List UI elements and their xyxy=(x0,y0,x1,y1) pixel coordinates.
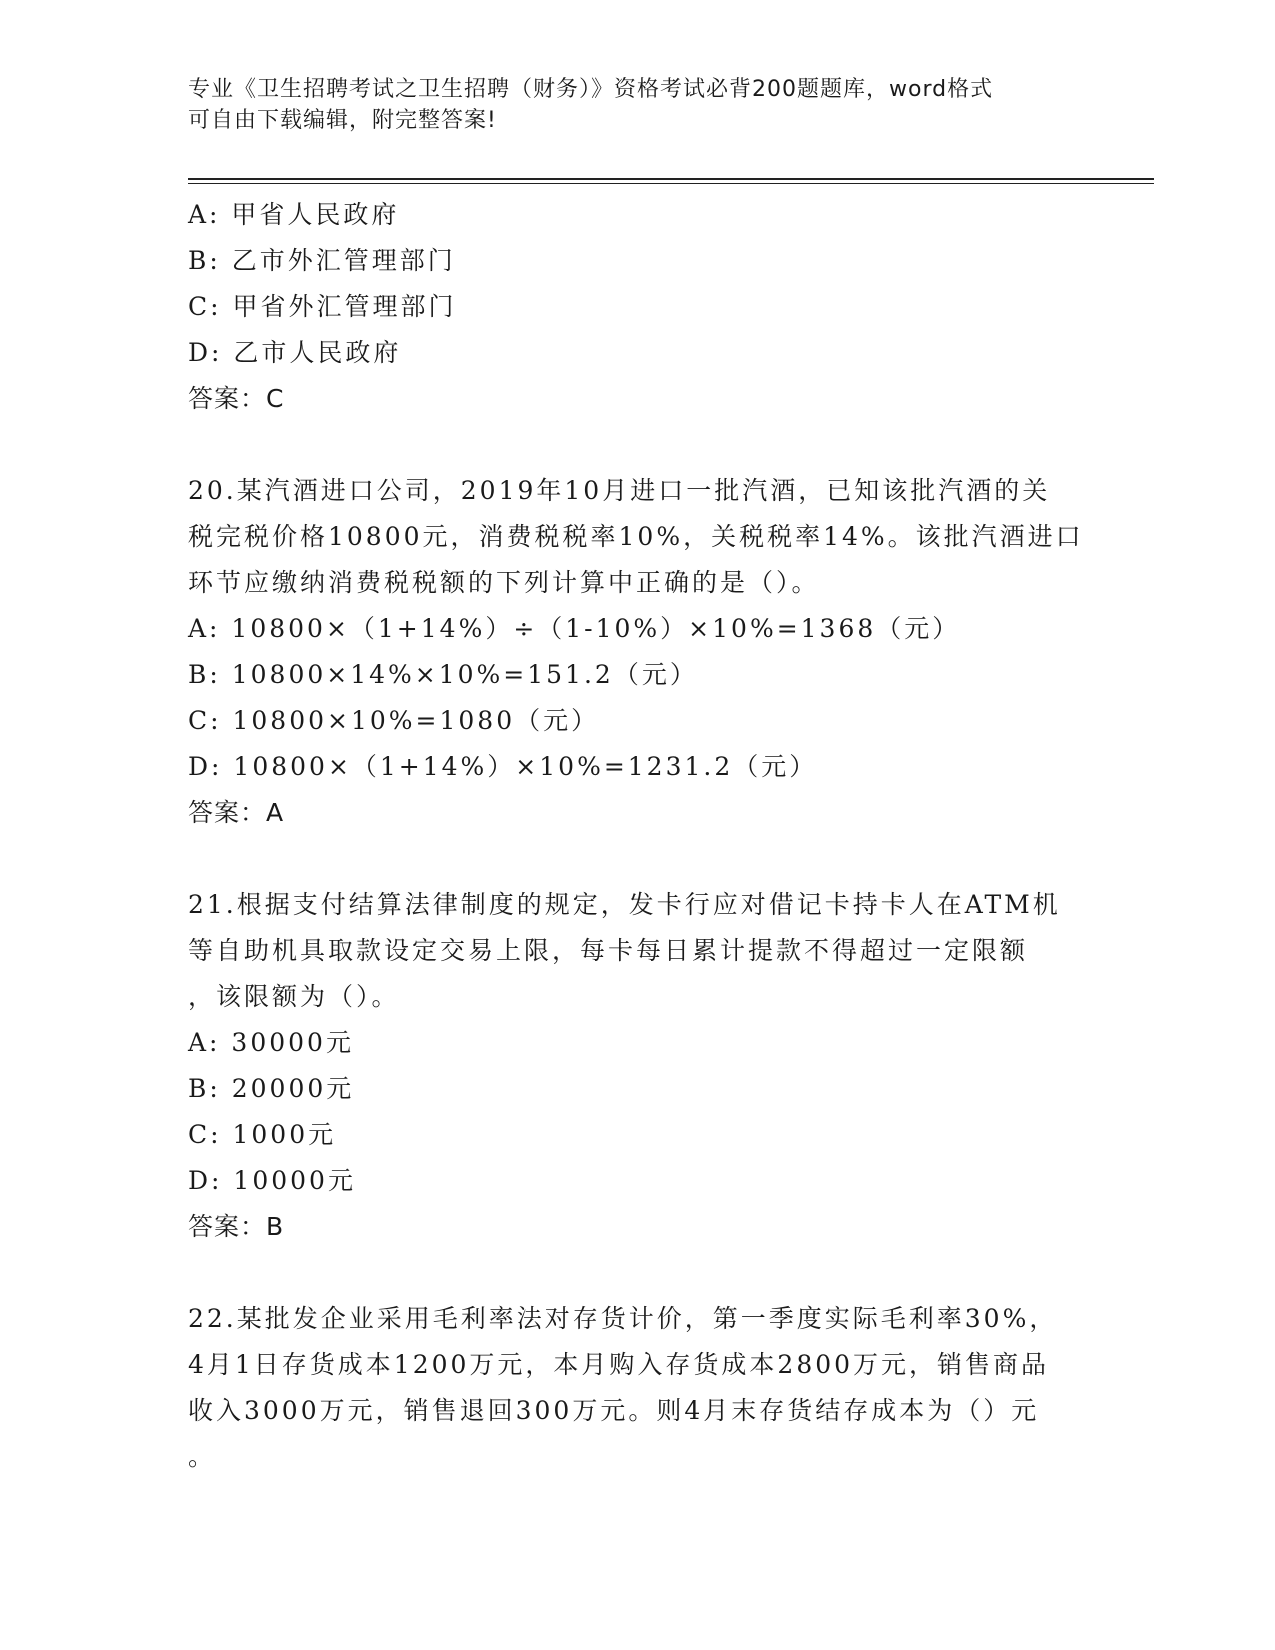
question-stem-line: 环节应缴纳消费税税额的下列计算中正确的是（）。 xyxy=(188,568,820,597)
question-stem-line: 税完税价格10800元，消费税税率10%，关税税率14%。该批汽酒进口 xyxy=(188,522,1084,551)
option-c: C: 10800×10%=1080（元） xyxy=(188,706,600,735)
header-line-1: 专业《卫生招聘考试之卫生招聘（财务）》资格考试必背200题题库，word格式 xyxy=(188,77,994,102)
option-c: C: 甲省外汇管理部门 xyxy=(188,292,457,321)
question-stem-line: 21.根据支付结算法律制度的规定，发卡行应对借记卡持卡人在ATM机 xyxy=(188,890,1061,919)
option-a: A: 甲省人民政府 xyxy=(188,200,400,229)
question-21 xyxy=(188,882,1088,1250)
question-19-tail xyxy=(188,192,1088,422)
question-stem-line: 。 xyxy=(188,1442,217,1471)
document-header xyxy=(188,74,1088,136)
option-d: D: 10000元 xyxy=(188,1166,356,1195)
question-stem-line: ，该限额为（）。 xyxy=(188,982,400,1011)
question-stem-line: 4月1日存货成本1200万元，本月购入存货成本2800万元，销售商品 xyxy=(188,1350,1050,1379)
answer-line: 答案：A xyxy=(188,798,285,827)
option-d: D: 乙市人民政府 xyxy=(188,338,402,367)
answer-line: 答案：C xyxy=(188,384,285,413)
option-b: B: 20000元 xyxy=(188,1074,355,1103)
question-stem-line: 20.某汽酒进口公司，2019年10月进口一批汽酒，已知该批汽酒的关 xyxy=(188,476,1051,505)
answer-line: 答案：B xyxy=(188,1212,285,1241)
option-b: B: 乙市外汇管理部门 xyxy=(188,246,456,275)
question-20 xyxy=(188,468,1088,836)
question-22 xyxy=(188,1296,1088,1480)
option-a: A: 10800×（1+14%）÷（1-10%）×10%=1368（元） xyxy=(188,614,961,643)
option-c: C: 1000元 xyxy=(188,1120,337,1149)
header-divider-thick xyxy=(188,178,1154,180)
question-stem-line: 等自助机具取款设定交易上限，每卡每日累计提款不得超过一定限额 xyxy=(188,936,1029,965)
option-d: D: 10800×（1+14%）×10%=1231.2（元） xyxy=(188,752,818,781)
spacer xyxy=(188,836,1088,882)
spacer xyxy=(188,422,1088,468)
question-stem-line: 22.某批发企业采用毛利率法对存货计价，第一季度实际毛利率30%， xyxy=(188,1304,1058,1333)
question-stem-line: 收入3000万元，销售退回300万元。则4月末存货结存成本为（）元 xyxy=(188,1396,1040,1425)
spacer xyxy=(188,1250,1088,1296)
option-b: B: 10800×14%×10%=151.2（元） xyxy=(188,660,698,689)
question-list xyxy=(188,192,1088,1480)
option-a: A: 30000元 xyxy=(188,1028,354,1057)
header-line-2: 可自由下载编辑，附完整答案! xyxy=(188,108,497,133)
header-divider-thin xyxy=(188,183,1154,184)
